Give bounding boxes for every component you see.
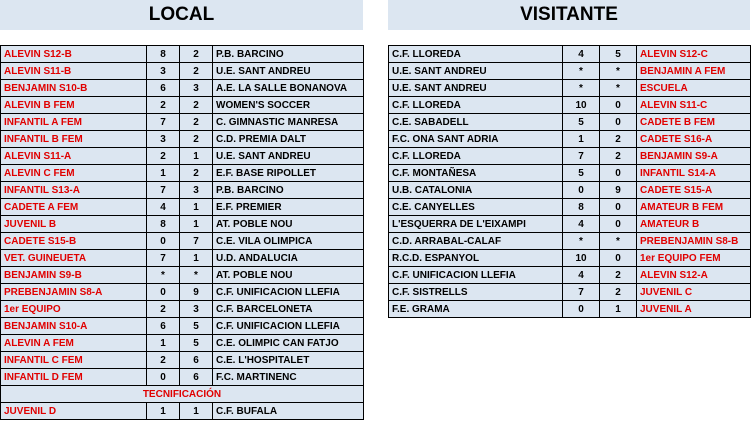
rival-team-cell: C.E. SABADELL: [389, 114, 563, 131]
own-team-cell: CADETE S16-A: [637, 131, 751, 148]
away-score-cell: 1: [180, 148, 213, 165]
away-score-cell: 1: [180, 216, 213, 233]
match-row: [1, 46, 364, 63]
rival-team-cell: L'ESQUERRA DE L'EIXAMPI: [389, 216, 563, 233]
home-score-cell: *: [563, 233, 600, 250]
own-team-cell: BENJAMIN A FEM: [637, 63, 751, 80]
own-team-cell: CADETE S15-B: [1, 233, 147, 250]
away-score-cell: *: [600, 80, 637, 97]
away-score-cell: 2: [180, 97, 213, 114]
local-results-table: [0, 45, 364, 420]
visitante-title: VISITANTE: [388, 0, 750, 30]
match-row: [389, 199, 751, 216]
match-row: [1, 403, 364, 420]
rival-team-cell: C.F. BUFALA: [213, 403, 364, 420]
match-row: [1, 97, 364, 114]
own-team-cell: BENJAMIN S9-B: [1, 267, 147, 284]
own-team-cell: 1er EQUIPO FEM: [637, 250, 751, 267]
rival-team-cell: C.F. BARCELONETA: [213, 301, 364, 318]
match-row: [389, 80, 751, 97]
rival-team-cell: C.D. PREMIA DALT: [213, 131, 364, 148]
match-row: [1, 335, 364, 352]
rival-team-cell: F.C. MARTINENC: [213, 369, 364, 386]
own-team-cell: CADETE A FEM: [1, 199, 147, 216]
match-row: [1, 216, 364, 233]
own-team-cell: PREBENJAMIN S8-B: [637, 233, 751, 250]
rival-team-cell: C.F. MONTAÑESA: [389, 165, 563, 182]
rival-team-cell: C.E. L'HOSPITALET: [213, 352, 364, 369]
home-score-cell: *: [147, 267, 180, 284]
section-row: [1, 386, 364, 403]
rival-team-cell: U.E. SANT ANDREU: [213, 63, 364, 80]
rival-team-cell: U.D. ANDALUCIA: [213, 250, 364, 267]
match-row: [1, 301, 364, 318]
home-score-cell: 5: [563, 114, 600, 131]
match-row: [389, 131, 751, 148]
own-team-cell: ALEVIN S11-C: [637, 97, 751, 114]
match-row: [1, 284, 364, 301]
home-score-cell: 2: [147, 301, 180, 318]
local-title: LOCAL: [0, 0, 363, 30]
home-score-cell: 0: [563, 182, 600, 199]
own-team-cell: INFANTIL B FEM: [1, 131, 147, 148]
rival-team-cell: C.E. CANYELLES: [389, 199, 563, 216]
rival-team-cell: P.B. BARCINO: [213, 182, 364, 199]
rival-team-cell: WOMEN'S SOCCER: [213, 97, 364, 114]
home-score-cell: 10: [563, 97, 600, 114]
away-score-cell: 1: [180, 403, 213, 420]
match-row: [389, 267, 751, 284]
away-score-cell: 7: [180, 233, 213, 250]
own-team-cell: INFANTIL S14-A: [637, 165, 751, 182]
home-score-cell: 1: [563, 131, 600, 148]
match-row: [389, 63, 751, 80]
home-score-cell: 8: [147, 46, 180, 63]
home-score-cell: 1: [147, 403, 180, 420]
away-score-cell: 0: [600, 199, 637, 216]
away-score-cell: 1: [600, 301, 637, 318]
rival-team-cell: U.E. SANT ANDREU: [213, 148, 364, 165]
match-row: [389, 216, 751, 233]
home-score-cell: 8: [147, 216, 180, 233]
match-row: [1, 182, 364, 199]
away-score-cell: 0: [600, 165, 637, 182]
home-score-cell: 7: [563, 284, 600, 301]
rival-team-cell: A.E. LA SALLE BONANOVA: [213, 80, 364, 97]
away-score-cell: 6: [180, 369, 213, 386]
away-score-cell: 0: [600, 216, 637, 233]
away-score-cell: 1: [180, 250, 213, 267]
away-score-cell: 2: [180, 165, 213, 182]
section-label: TECNIFICACIÓN: [1, 386, 364, 403]
own-team-cell: INFANTIL A FEM: [1, 114, 147, 131]
match-row: [1, 63, 364, 80]
match-row: [389, 233, 751, 250]
home-score-cell: 3: [147, 63, 180, 80]
rival-team-cell: C.F. LLOREDA: [389, 46, 563, 63]
match-row: [389, 46, 751, 63]
match-row: [1, 369, 364, 386]
away-score-cell: *: [600, 233, 637, 250]
match-row: [1, 267, 364, 284]
match-row: [1, 233, 364, 250]
own-team-cell: PREBENJAMIN S8-A: [1, 284, 147, 301]
own-team-cell: INFANTIL C FEM: [1, 352, 147, 369]
home-score-cell: 6: [147, 318, 180, 335]
away-score-cell: 5: [180, 318, 213, 335]
away-score-cell: 2: [180, 131, 213, 148]
visitante-results-table: [388, 45, 751, 318]
match-row: [1, 352, 364, 369]
away-score-cell: 2: [180, 114, 213, 131]
match-row: [389, 114, 751, 131]
own-team-cell: JUVENIL A: [637, 301, 751, 318]
match-row: [1, 131, 364, 148]
home-score-cell: *: [563, 80, 600, 97]
away-score-cell: *: [180, 267, 213, 284]
own-team-cell: BENJAMIN S10-B: [1, 80, 147, 97]
rival-team-cell: E.F. BASE RIPOLLET: [213, 165, 364, 182]
own-team-cell: INFANTIL D FEM: [1, 369, 147, 386]
home-score-cell: 4: [563, 46, 600, 63]
home-score-cell: 10: [563, 250, 600, 267]
rival-team-cell: F.E. GRAMA: [389, 301, 563, 318]
away-score-cell: 2: [600, 131, 637, 148]
match-row: [389, 250, 751, 267]
own-team-cell: ALEVIN S11-B: [1, 63, 147, 80]
rival-team-cell: C. GIMNASTIC MANRESA: [213, 114, 364, 131]
match-row: [1, 199, 364, 216]
away-score-cell: 5: [180, 335, 213, 352]
away-score-cell: 2: [600, 148, 637, 165]
match-row: [1, 165, 364, 182]
home-score-cell: 0: [147, 284, 180, 301]
away-score-cell: 1: [180, 199, 213, 216]
own-team-cell: ALEVIN S11-A: [1, 148, 147, 165]
own-team-cell: ALEVIN C FEM: [1, 165, 147, 182]
own-team-cell: JUVENIL D: [1, 403, 147, 420]
own-team-cell: INFANTIL S13-A: [1, 182, 147, 199]
away-score-cell: 3: [180, 80, 213, 97]
own-team-cell: CADETE B FEM: [637, 114, 751, 131]
home-score-cell: 0: [147, 369, 180, 386]
match-row: [1, 148, 364, 165]
away-score-cell: *: [600, 63, 637, 80]
rival-team-cell: P.B. BARCINO: [213, 46, 364, 63]
own-team-cell: ALEVIN S12-C: [637, 46, 751, 63]
home-score-cell: 0: [563, 301, 600, 318]
home-score-cell: 7: [147, 114, 180, 131]
away-score-cell: 9: [180, 284, 213, 301]
own-team-cell: JUVENIL C: [637, 284, 751, 301]
own-team-cell: CADETE S15-A: [637, 182, 751, 199]
home-score-cell: 8: [563, 199, 600, 216]
away-score-cell: 9: [600, 182, 637, 199]
rival-team-cell: AT. POBLE NOU: [213, 267, 364, 284]
own-team-cell: ALEVIN S12-B: [1, 46, 147, 63]
away-score-cell: 3: [180, 182, 213, 199]
own-team-cell: ESCUELA: [637, 80, 751, 97]
own-team-cell: BENJAMIN S9-A: [637, 148, 751, 165]
rival-team-cell: C.D. ARRABAL-CALAF: [389, 233, 563, 250]
match-row: [1, 318, 364, 335]
rival-team-cell: E.F. PREMIER: [213, 199, 364, 216]
match-row: [1, 250, 364, 267]
own-team-cell: ALEVIN B FEM: [1, 97, 147, 114]
away-score-cell: 0: [600, 97, 637, 114]
match-row: [389, 182, 751, 199]
own-team-cell: 1er EQUIPO: [1, 301, 147, 318]
rival-team-cell: U.E. SANT ANDREU: [389, 80, 563, 97]
rival-team-cell: C.F. UNIFICACION LLEFIA: [389, 267, 563, 284]
match-row: [1, 114, 364, 131]
away-score-cell: 0: [600, 250, 637, 267]
away-score-cell: 6: [180, 352, 213, 369]
away-score-cell: 2: [180, 46, 213, 63]
away-score-cell: 2: [180, 63, 213, 80]
match-row: [389, 301, 751, 318]
home-score-cell: 4: [563, 267, 600, 284]
rival-team-cell: C.E. OLIMPIC CAN FATJO: [213, 335, 364, 352]
rival-team-cell: AT. POBLE NOU: [213, 216, 364, 233]
home-score-cell: 5: [563, 165, 600, 182]
own-team-cell: ALEVIN S12-A: [637, 267, 751, 284]
home-score-cell: 2: [147, 97, 180, 114]
home-score-cell: 2: [147, 352, 180, 369]
match-row: [389, 97, 751, 114]
rival-team-cell: C.F. UNIFICACION LLEFIA: [213, 284, 364, 301]
home-score-cell: 6: [147, 80, 180, 97]
rival-team-cell: R.C.D. ESPANYOL: [389, 250, 563, 267]
home-score-cell: 4: [147, 199, 180, 216]
away-score-cell: 2: [600, 284, 637, 301]
rival-team-cell: F.C. ONA SANT ADRIA: [389, 131, 563, 148]
rival-team-cell: C.F. LLOREDA: [389, 97, 563, 114]
own-team-cell: BENJAMIN S10-A: [1, 318, 147, 335]
home-score-cell: 2: [147, 148, 180, 165]
own-team-cell: VET. GUINEUETA: [1, 250, 147, 267]
own-team-cell: AMATEUR B: [637, 216, 751, 233]
home-score-cell: 4: [563, 216, 600, 233]
own-team-cell: ALEVIN A FEM: [1, 335, 147, 352]
match-row: [389, 284, 751, 301]
match-row: [1, 80, 364, 97]
match-row: [389, 148, 751, 165]
away-score-cell: 0: [600, 114, 637, 131]
rival-team-cell: C.E. VILA OLIMPICA: [213, 233, 364, 250]
own-team-cell: JUVENIL B: [1, 216, 147, 233]
rival-team-cell: U.E. SANT ANDREU: [389, 63, 563, 80]
rival-team-cell: C.F. UNIFICACION LLEFIA: [213, 318, 364, 335]
home-score-cell: *: [563, 63, 600, 80]
home-score-cell: 1: [147, 335, 180, 352]
away-score-cell: 2: [600, 267, 637, 284]
home-score-cell: 7: [563, 148, 600, 165]
away-score-cell: 5: [600, 46, 637, 63]
home-score-cell: 7: [147, 182, 180, 199]
rival-team-cell: U.B. CATALONIA: [389, 182, 563, 199]
rival-team-cell: C.F. SISTRELLS: [389, 284, 563, 301]
home-score-cell: 0: [147, 233, 180, 250]
home-score-cell: 3: [147, 131, 180, 148]
home-score-cell: 1: [147, 165, 180, 182]
rival-team-cell: C.F. LLOREDA: [389, 148, 563, 165]
away-score-cell: 3: [180, 301, 213, 318]
home-score-cell: 7: [147, 250, 180, 267]
own-team-cell: AMATEUR B FEM: [637, 199, 751, 216]
match-row: [389, 165, 751, 182]
